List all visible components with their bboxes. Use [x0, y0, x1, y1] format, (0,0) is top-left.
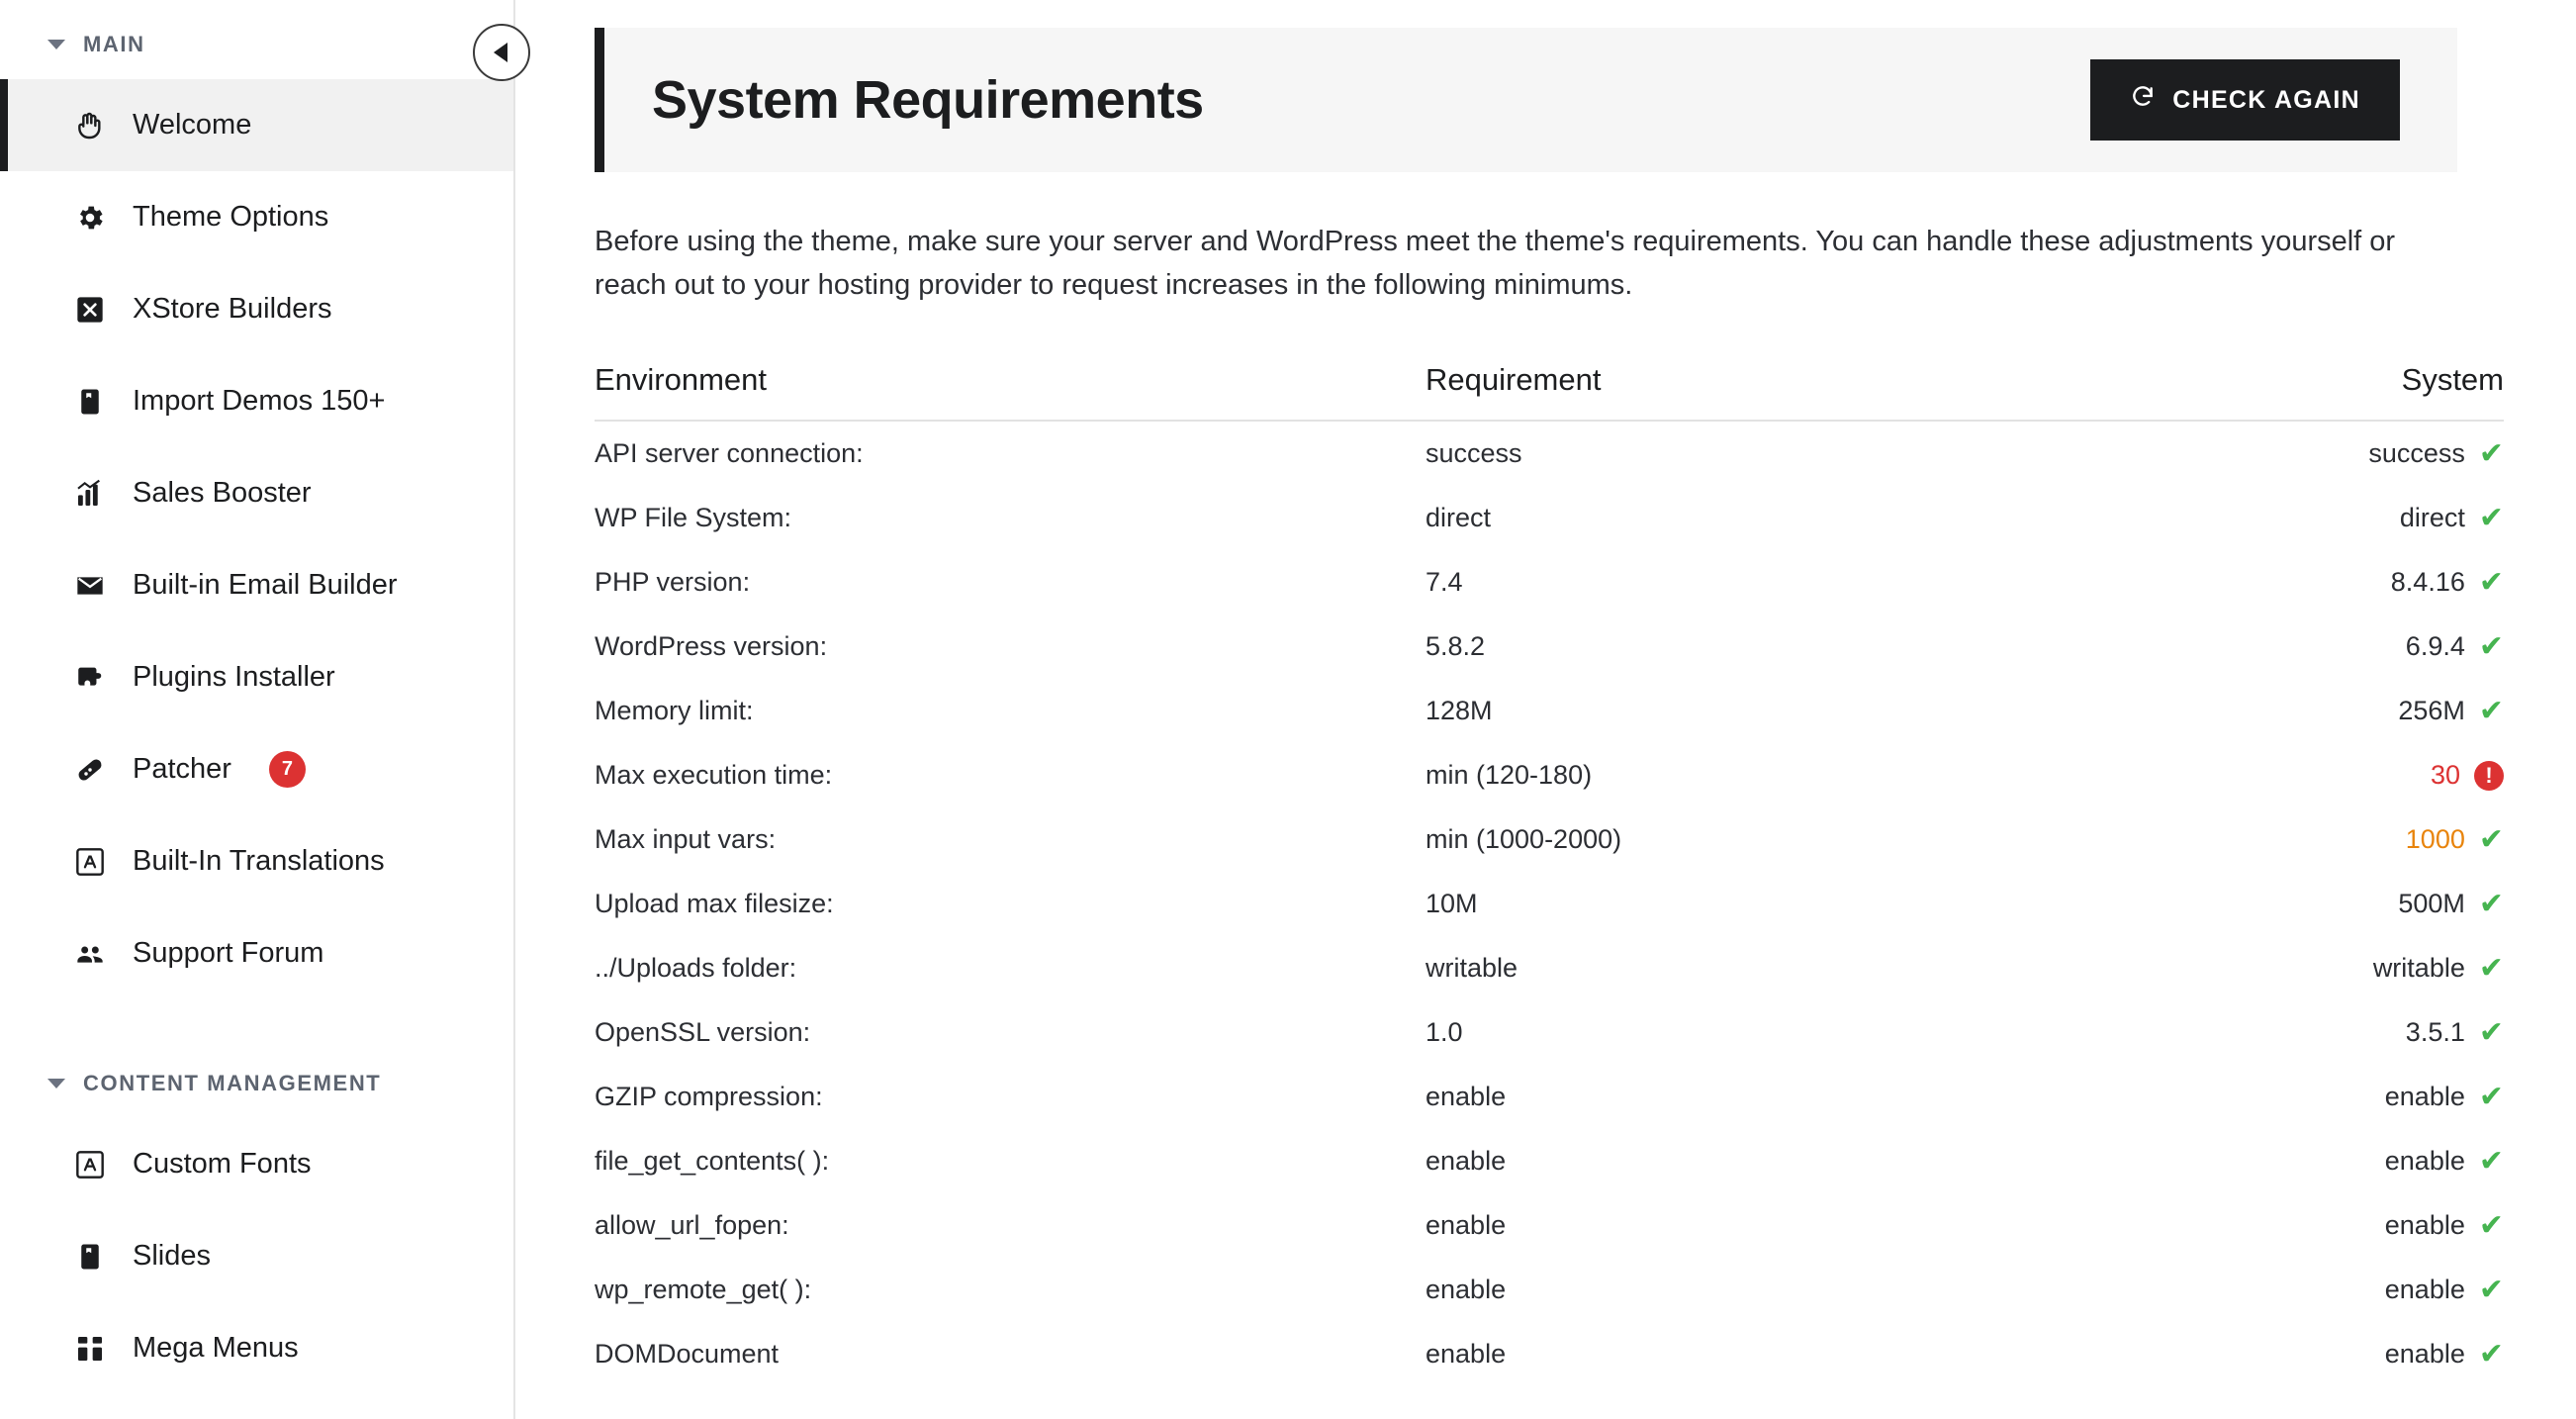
cell-environment: ../Uploads folder:	[595, 953, 797, 984]
intro-text: Before using the theme, make sure your server and WordPress meet the theme's requirements. You can handle these adjustments yourself or reach out to your hosting provider to request increases in the following minimums.	[595, 226, 2396, 302]
cell-system	[2118, 1017, 2504, 1048]
page-header	[595, 28, 2457, 172]
cell-requirement: 5.8.2	[1426, 631, 1486, 662]
cell-environment: OpenSSL version:	[595, 1017, 811, 1048]
cell-environment: GZIP compression:	[595, 1082, 823, 1112]
chevron-down-icon	[47, 1079, 65, 1088]
check-icon: ✔	[2478, 1273, 2504, 1306]
system-value: direct	[2399, 503, 2465, 533]
sidebar-item-label: Built-In Translations	[133, 845, 385, 877]
sidebar	[0, 0, 515, 1419]
sidebar-item-built-in-translations[interactable]	[0, 815, 513, 907]
cell-environment: Upload max filesize:	[595, 889, 834, 919]
people-icon	[73, 937, 107, 971]
cell-requirement: enable	[1426, 1082, 1507, 1112]
font-icon	[73, 1148, 107, 1182]
check-icon: ✔	[2478, 1080, 2504, 1113]
page-title: System Requirements	[652, 70, 1204, 130]
check-icon: ✔	[2478, 629, 2504, 663]
check-icon: ✔	[2478, 694, 2504, 727]
system-value: enable	[2384, 1146, 2465, 1177]
refresh-icon	[2130, 84, 2156, 117]
cell-environment: DOMDocument	[595, 1339, 780, 1370]
plug-icon	[73, 661, 107, 695]
table-row	[595, 1322, 2504, 1386]
sidebar-item-label: Patcher	[133, 753, 231, 785]
sidebar-item-label: Support Forum	[133, 937, 324, 969]
table-row	[595, 872, 2504, 936]
cell-requirement: 10M	[1426, 889, 1478, 919]
cell-requirement: writable	[1426, 953, 1518, 984]
column-header-environment: Environment	[595, 362, 768, 398]
cell-system	[2118, 438, 2504, 469]
cell-environment: allow_url_fopen:	[595, 1210, 789, 1241]
sidebar-item-label: Custom Fonts	[133, 1148, 312, 1180]
cell-environment: Memory limit:	[595, 696, 754, 726]
column-header-requirement: Requirement	[1426, 362, 1602, 398]
sidebar-item-theme-options[interactable]	[0, 171, 513, 263]
cell-system	[2118, 1339, 2504, 1370]
table-header-row	[595, 362, 2504, 422]
cell-environment: wp_remote_get( ):	[595, 1275, 812, 1305]
cell-requirement: min (1000-2000)	[1426, 824, 1622, 855]
cell-requirement: enable	[1426, 1275, 1507, 1305]
cell-system	[2118, 1210, 2504, 1241]
cell-system	[2118, 953, 2504, 984]
cell-environment: WP File System:	[595, 503, 792, 533]
patch-icon	[73, 753, 107, 787]
chevron-left-icon	[494, 43, 507, 62]
system-value: 30	[2430, 760, 2460, 791]
table-row	[595, 1193, 2504, 1258]
table-row	[595, 550, 2504, 615]
system-value: 500M	[2398, 889, 2465, 919]
cell-requirement: enable	[1426, 1146, 1507, 1177]
cell-environment: API server connection:	[595, 438, 864, 469]
alert-icon: !	[2474, 761, 2504, 791]
table-body	[595, 422, 2504, 1386]
cell-requirement: min (120-180)	[1426, 760, 1593, 791]
check-icon: ✔	[2478, 565, 2504, 599]
gear-icon	[73, 201, 107, 235]
sidebar-item-label: Welcome	[133, 109, 252, 141]
cell-system	[2118, 1146, 2504, 1177]
cell-system	[2118, 567, 2504, 598]
cell-requirement: 1.0	[1426, 1017, 1463, 1048]
sidebar-item-label: Slides	[133, 1240, 211, 1272]
sidebar-item-label: Sales Booster	[133, 477, 312, 509]
cell-system	[2118, 1275, 2504, 1305]
cell-environment: Max execution time:	[595, 760, 833, 791]
cell-system	[2118, 631, 2504, 662]
check-icon: ✔	[2478, 1337, 2504, 1371]
sidebar-item-import-demos-150[interactable]	[0, 355, 513, 447]
table-row	[595, 1000, 2504, 1065]
check-icon: ✔	[2478, 436, 2504, 470]
requirements-table	[595, 362, 2504, 1386]
cell-system	[2118, 760, 2504, 791]
sidebar-item-label: XStore Builders	[133, 293, 332, 325]
check-icon: ✔	[2478, 1208, 2504, 1242]
sidebar-item-label: Built-in Email Builder	[133, 569, 398, 601]
sidebar-group-header[interactable]	[0, 999, 513, 1118]
cell-system	[2118, 1082, 2504, 1112]
import-icon	[73, 385, 107, 419]
sidebar-item-badge: 7	[269, 751, 306, 788]
sidebar-item-label: Theme Options	[133, 201, 329, 233]
envelope-icon	[73, 569, 107, 603]
table-row	[595, 1258, 2504, 1322]
table-row	[595, 936, 2504, 1000]
chevron-down-icon	[47, 40, 65, 49]
main-content	[515, 0, 2576, 1419]
system-value: enable	[2384, 1339, 2465, 1370]
sidebar-item-mega-menus[interactable]	[0, 1302, 513, 1394]
cell-requirement: success	[1426, 438, 1522, 469]
system-value: enable	[2384, 1275, 2465, 1305]
sidebar-group-label: CONTENT MANAGEMENT	[83, 1071, 382, 1095]
cell-requirement: 7.4	[1426, 567, 1463, 598]
system-value: 256M	[2398, 696, 2465, 726]
cell-system	[2118, 824, 2504, 855]
sidebar-item-xstore-builders[interactable]	[0, 263, 513, 355]
sidebar-item-built-in-email-builder[interactable]	[0, 539, 513, 631]
hand-wave-icon	[73, 109, 107, 142]
system-value: 8.4.16	[2390, 567, 2465, 598]
cell-environment: WordPress version:	[595, 631, 828, 662]
system-value: 6.9.4	[2405, 631, 2465, 662]
column-header-system: System	[2401, 362, 2504, 398]
sidebar-item-sales-booster[interactable]	[0, 447, 513, 539]
cell-requirement: enable	[1426, 1339, 1507, 1370]
check-icon: ✔	[2478, 1144, 2504, 1178]
sidebar-item-plugins-installer[interactable]	[0, 631, 513, 723]
table-row	[595, 615, 2504, 679]
cell-environment: file_get_contents( ):	[595, 1146, 830, 1177]
system-value: enable	[2384, 1082, 2465, 1112]
sidebar-item-patcher[interactable]	[0, 723, 513, 815]
cell-environment: Max input vars:	[595, 824, 777, 855]
cell-requirement: direct	[1426, 503, 1492, 533]
sidebar-item-custom-fonts[interactable]	[0, 1118, 513, 1210]
table-row	[595, 1065, 2504, 1129]
sidebar-group-label: MAIN	[83, 32, 145, 56]
sidebar-item-label: Import Demos 150+	[133, 385, 386, 417]
check-icon: ✔	[2478, 822, 2504, 856]
sidebar-item-label: Plugins Installer	[133, 661, 335, 693]
cell-environment: PHP version:	[595, 567, 751, 598]
sidebar-item-welcome[interactable]	[0, 79, 513, 171]
cell-system	[2118, 889, 2504, 919]
chart-bars-icon	[73, 477, 107, 511]
check-icon: ✔	[2478, 951, 2504, 985]
sidebar-item-support-forum[interactable]	[0, 907, 513, 999]
check-again-button[interactable]	[2090, 59, 2400, 141]
system-value: 1000	[2405, 824, 2465, 855]
check-again-label: CHECK AGAIN	[2172, 85, 2360, 114]
system-value: success	[2368, 438, 2465, 469]
collapse-sidebar-icon[interactable]	[473, 24, 530, 81]
table-row	[595, 486, 2504, 550]
sidebar-item-label: Mega Menus	[133, 1332, 299, 1364]
system-value: 3.5.1	[2405, 1017, 2465, 1048]
table-row	[595, 807, 2504, 872]
grid-icon	[73, 1332, 107, 1366]
table-row	[595, 1129, 2504, 1193]
check-icon: ✔	[2478, 1015, 2504, 1049]
sidebar-item-slides[interactable]	[0, 1210, 513, 1302]
table-row	[595, 422, 2504, 486]
check-icon: ✔	[2478, 501, 2504, 534]
system-value: writable	[2372, 953, 2465, 984]
cell-requirement: enable	[1426, 1210, 1507, 1241]
slides-icon	[73, 1240, 107, 1274]
cell-system	[2118, 503, 2504, 533]
cell-system	[2118, 696, 2504, 726]
table-row	[595, 743, 2504, 807]
sidebar-group-header[interactable]	[0, 0, 513, 79]
table-row	[595, 679, 2504, 743]
cell-requirement: 128M	[1426, 696, 1493, 726]
check-icon: ✔	[2478, 887, 2504, 920]
x-square-icon	[73, 293, 107, 327]
system-value: enable	[2384, 1210, 2465, 1241]
translate-icon	[73, 845, 107, 879]
